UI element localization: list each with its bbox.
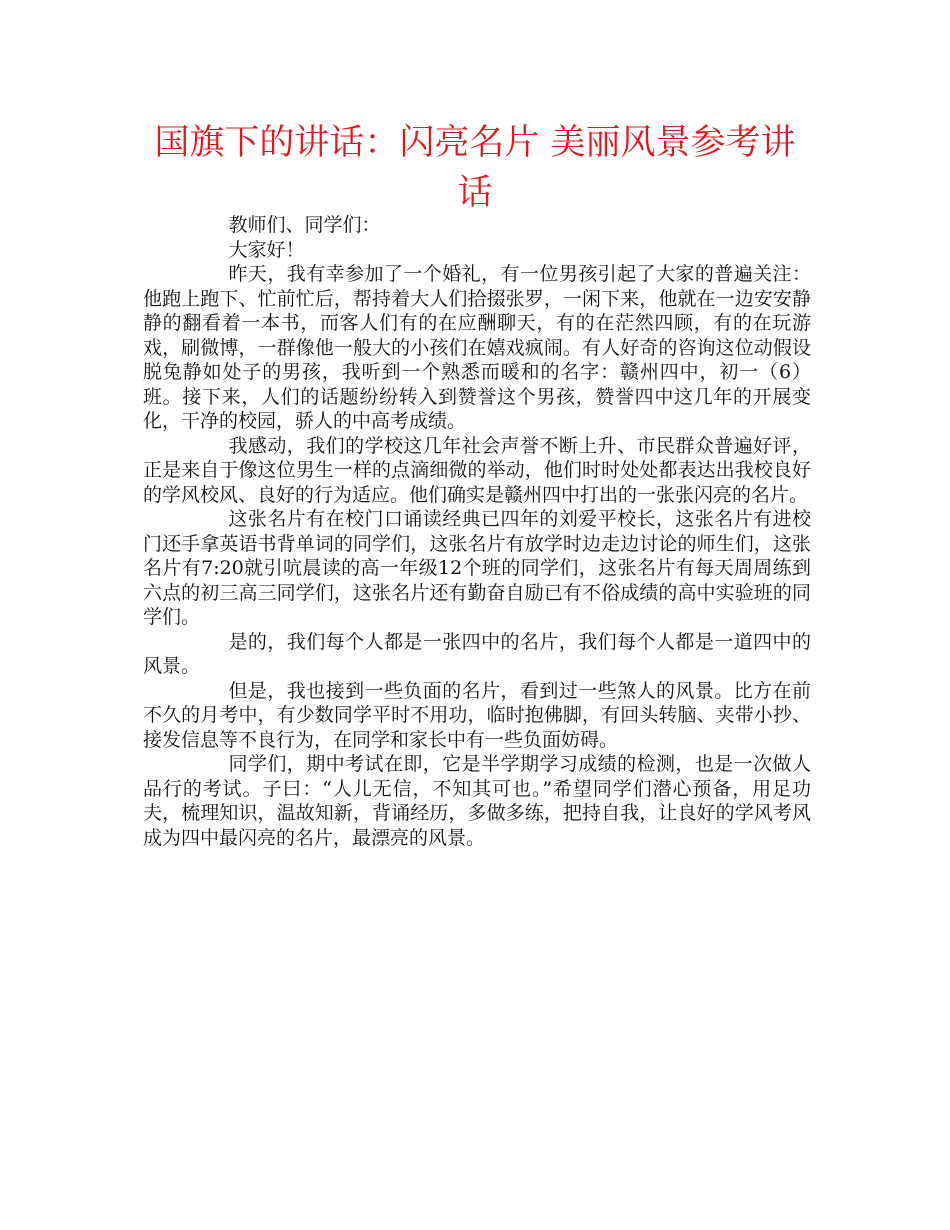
document-title: 国旗下的讲话：闪亮名片 美丽风景参考讲话 <box>154 123 796 213</box>
paragraph-3: 这张名片有在校门口诵读经典已四年的刘爱平校长，这张名片有进校门还手拿英语书背单词的同学们，这张名片有放学时边走边讨论的师生们，这张名片有7:20就引吭晨读的高一年级12个班的同学们，这张名片有每天周周练到六点的初三高三同学们，这张名片还有勤奋自励已有不俗成绩的高中实验班的同学们。 <box>143 508 811 628</box>
paragraph-6: 同学们，期中考试在即，它是半学期学习成绩的检测，也是一次做人品行的考试。子曰：“人儿无信，不知其可也。”希望同学们潜心预备，用足功夫，梳理知识，温故知新，背诵经历，多做多练，把持自我，让良好的学风考风成为四中最闪亮的名片，最漂亮的风景。 <box>143 753 811 849</box>
paragraph-4: 是的，我们每个人都是一张四中的名片，我们每个人都是一道四中的风景。 <box>143 630 811 677</box>
paragraph-1: 昨天，我有幸参加了一个婚礼，有一位男孩引起了大家的普遍关注：他跑上跑下、忙前忙后，帮持着大人们拾掇张罗，一闲下来，他就在一边安安静静的翻看着一本书，而客人们有的在应酬聊天，有的在茫然四顾，有的在玩游戏，刷微博，一群像他一般大的小孩们在嬉戏疯闹。有人好奇的咨询这位动假设脱兔静如处子的男孩，我听到一个熟悉而暖和的名字：赣州四中，初一（6）班。接下来，人们的话题纷纷转入到赞誉这个男孩，赞誉四中这几年的开展变化，干净的校园，骄人的中高考成绩。 <box>143 263 811 432</box>
paragraph-5: 但是，我也接到一些负面的名片，看到过一些煞人的风景。比方在前不久的月考中，有少数同学平时不用功，临时抱佛脚，有回头转脑、夹带小抄、接发信息等不良行为，在同学和家长中有一些负面妨碍。 <box>143 679 811 751</box>
paragraph-2: 我感动，我们的学校这几年社会声誉不断上升、市民群众普遍好评，正是来自于像这位男生一样的点滴细微的举动，他们时时处处都表达出我校良好的学风校风、良好的行为适应。他们确实是赣州四中打出的一张张闪亮的名片。 <box>143 434 811 506</box>
salutation: 教师们、同学们： <box>228 214 381 236</box>
document-body <box>143 213 811 850</box>
greeting: 大家好！ <box>228 238 305 261</box>
